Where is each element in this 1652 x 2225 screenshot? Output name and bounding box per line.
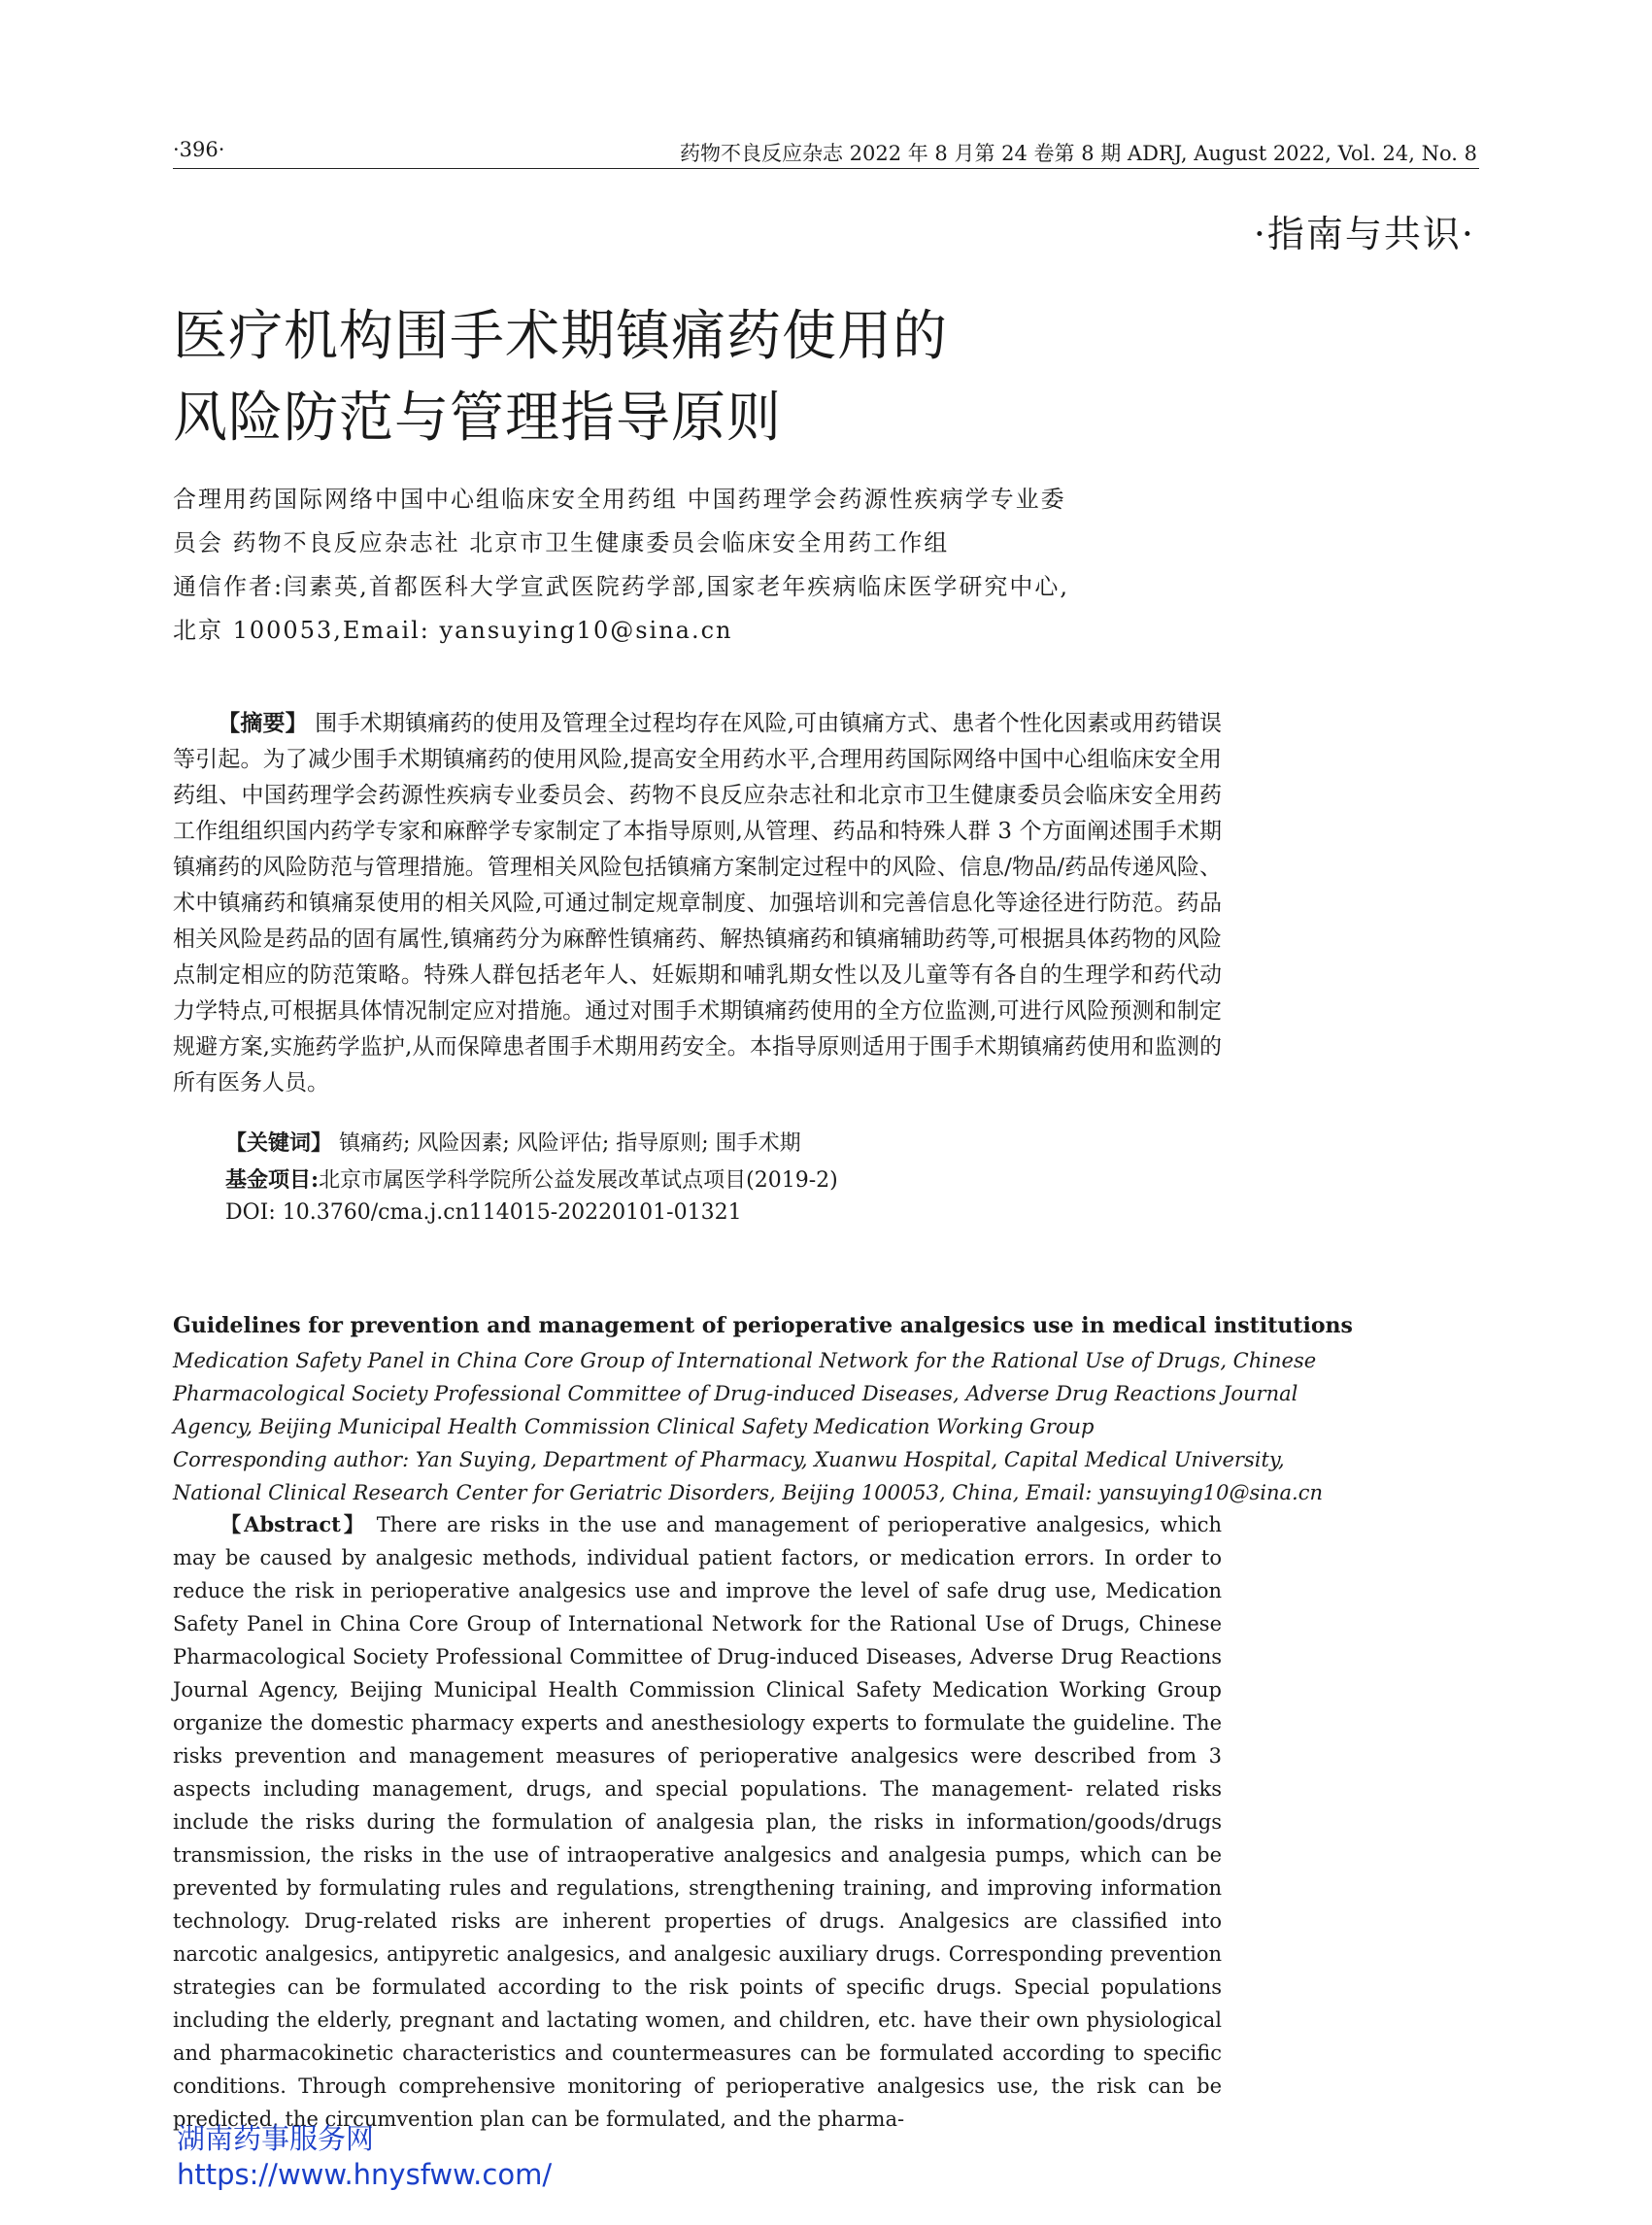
journal-info: 药物不良反应杂志 2022 年 8 月第 24 卷第 8 期 ADRJ, August 2022, Vol. 24, No. 8	[679, 142, 1477, 165]
abstract-en-text: There are risks in the use and management of perioperative analgesics, which may be caused by analgesic methods, individual patient factors, or medication errors. In order to reduce the risk in perioperative analgesics use and improve the level of safe drug use, Medication Safety Panel in China Core Group of International Network for the Rational Use of Drugs, Chinese Pharmacological Society Professional Committee of Drug-induced Diseases, Adverse Drug Reactions Journal Agency, Beijing Municipal Health Commission Clinical Safety Medication Working Group organize the domestic pharmacy experts and anesthesiology experts to formulate the guideline. The risks prevention and management measures of perioperative analgesics were described from 3 aspects including management, drugs, and special populations. The management- related risks include the risks during the formulation of analgesia plan, the risks in information/goods/drugs transmission, the risks in the use of intraoperative analgesics and analgesia pumps, which can be prevented by formulating rules and regulations, strengthening training, and improving information technology. Drug-related risks are inherent properties of drugs. Analgesics are classified into narcotic analgesics, antipyretic analgesics, and analgesic auxiliary drugs. Corresponding prevention strategies can be formulated according to the risk points of specific drugs. Special populations including the elderly, pregnant and lactating women, and children, etc. have their own physiological and pharmacokinetic characteristics and countermeasures can be formulated according to specific conditions. Through comprehensive monitoring of perioperative analgesics use, the risk can be predicted, the circumvention plan can be formulated, and the pharma-	[173, 1513, 1222, 2131]
english-correspondence-line1: Corresponding author: Yan Suying, Department of Pharmacy, Xuanwu Hospital, Capital Medical University,	[173, 1448, 1285, 1471]
abstract-en-label: 【Abstract】	[218, 1512, 367, 1536]
page-number: ·396·	[173, 138, 225, 161]
correspondence-zh	[173, 565, 1222, 653]
watermark-site-name: 湖南药事服务网	[177, 2122, 375, 2155]
correspondence-zh-line2: 北京 100053,Email: yansuying10@sina.cn	[173, 617, 733, 644]
funding-text: 北京市属医学科学院所公益发展改革试点项目(2019-2)	[319, 1168, 838, 1193]
abstract-en	[173, 1508, 1222, 2136]
keywords-zh	[225, 1127, 801, 1157]
author-groups-line2: 员会 药物不良反应杂志社 北京市卫生健康委员会临床安全用药工作组	[173, 529, 950, 556]
abstract-zh	[173, 705, 1222, 1101]
article-title	[173, 296, 948, 459]
abstract-zh-text: 围手术期镇痛药的使用及管理全过程均存在风险,可由镇痛方式、患者个性化因素或用药错误等引起。为了减少围手术期镇痛药的使用风险,提高安全用药水平,合理用药国际网络中国中心组临床安全用药组、中国药理学会药源性疾病专业委员会、药物不良反应杂志社和北京市卫生健康委员会临床安全用药工作组组织国内药学专家和麻醉学专家制定了本指导原则,从管理、药品和特殊人群 3 个方面阐述围手术期镇痛药的风险防范与管理措施。管理相关风险包括镇痛方案制定过程中的风险、信息/物品/药品传递风险、术中镇痛药和镇痛泵使用的相关风险,可通过制定规章制度、加强培训和完善信息化等途径进行防范。药品相关风险是药品的固有属性,镇痛药分为麻醉性镇痛药、解热镇痛药和镇痛辅助药等,可根据具体药物的风险点制定相应的防范策略。特殊人群包括老年人、妊娠期和哺乳期女性以及儿童等有各自的生理学和药代动力学特点,可根据具体情况制定应对措施。通过对围手术期镇痛药使用的全方位监测,可进行风险预测和制定规避方案,实施药学监护,从而保障患者围手术期用药安全。本指导原则适用于围手术期镇痛药使用和监测的所有医务人员。	[173, 711, 1223, 1096]
header-rule	[173, 168, 1479, 169]
watermark-url[interactable]: https://www.hnysfww.com/	[177, 2158, 553, 2191]
column-label: ·指南与共识·	[1253, 213, 1475, 255]
english-authors-line3: Agency, Beijing Municipal Health Commission Clinical Safety Medication Working Group	[173, 1415, 1095, 1438]
keywords-zh-text: 镇痛药; 风险因素; 风险评估; 指导原则; 围手术期	[339, 1131, 801, 1156]
english-authors-line2: Pharmacological Society Professional Committee of Drug-induced Diseases, Adverse Drug Reactions Journal	[173, 1382, 1298, 1405]
abstract-zh-label: 【摘要】	[218, 710, 308, 736]
correspondence-zh-line1: 通信作者:闫素英,首都医科大学宣武医院药学部,国家老年疾病临床医学研究中心,	[173, 573, 1069, 600]
author-groups-line1: 合理用药国际网络中国中心组临床安全用药组 中国药理学会药源性疾病学专业委	[173, 486, 1066, 513]
article-title-line1: 医疗机构围手术期镇痛药使用的	[173, 305, 948, 368]
english-correspondence-line2: National Clinical Research Center for Geriatric Disorders, Beijing 100053, China, Email: yansuying10@sina.cn	[173, 1481, 1323, 1504]
english-title: Guidelines for prevention and management of perioperative analgesics use in medical institutions	[173, 1313, 1353, 1338]
article-title-line2: 风险防范与管理指导原则	[173, 387, 782, 450]
funding	[225, 1163, 838, 1194]
funding-label: 基金项目:	[225, 1167, 320, 1193]
english-authors	[173, 1344, 1323, 1509]
author-groups	[173, 478, 1222, 565]
english-authors-line1: Medication Safety Panel in China Core Group of International Network for the Rational Use of Drugs, Chinese	[173, 1349, 1317, 1372]
doi: DOI: 10.3760/cma.j.cn114015-20220101-01321	[225, 1200, 742, 1225]
keywords-zh-label: 【关键词】	[225, 1130, 333, 1156]
site-watermark	[177, 2121, 552, 2193]
